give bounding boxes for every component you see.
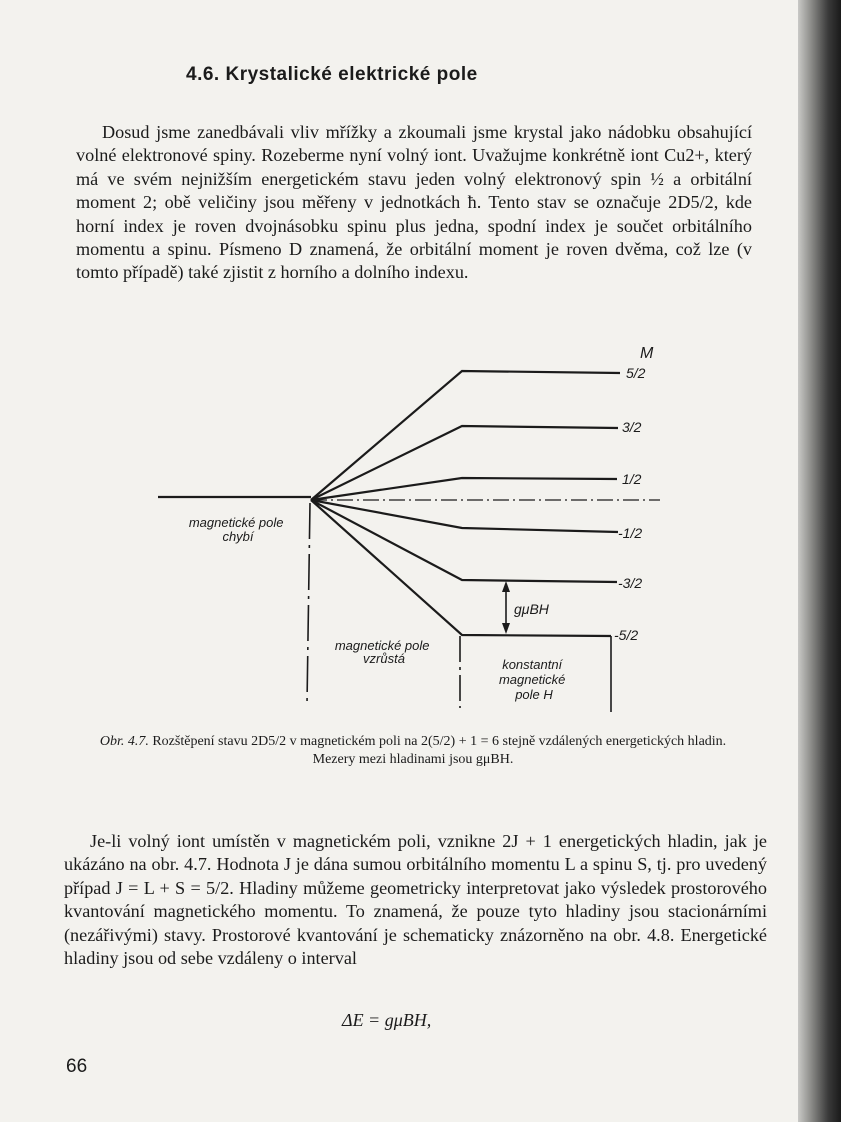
paragraph-2 [64,830,767,970]
gap-arrow-head-down [502,623,510,634]
page-number: 66 [66,1056,88,1077]
caption-text: Rozštěpení stavu 2D5/2 v magnetickém poli na 2(5/2) + 1 = 6 stejně vzdálených energetických hladin. [152,734,727,749]
boundary-zero-field [307,503,310,704]
section-heading: 4.6. Krystalické elektrické pole [186,64,478,85]
label-field-absent: magnetické pole chybí [188,515,284,544]
level-label-1-2: 1/2 [622,471,642,487]
level-line-minus-1-2 [311,500,618,532]
caption-line-1 [68,733,758,751]
gap-label: gμBH [514,601,549,617]
level-line-1-2 [311,478,617,500]
caption-prefix: Obr. 4.7. [99,734,149,749]
level-label-minus-5-2: -5/2 [614,627,639,643]
level-label-minus-1-2: -1/2 [618,525,643,541]
caption-line-2: Mezery mezi hladinami jsou gμBH. [312,751,514,767]
label-field-constant: konstantní magnetické pole H [498,657,566,702]
level-label-minus-3-2: -3/2 [618,575,643,591]
figure-caption [68,733,758,768]
paragraph-2-text: Je-li volný iont umístěn v magnetickém poli, vznikne 2J + 1 energetických hladin, jak je ukázáno na obr. 4.7. Hodnota J je dána sumou orbitálního momentu L a spinu S, tj. pro uvedený případ J = L + S = 5/2. Hladiny můžeme geometricky interpretovat jako výsledek prostorového kvantování magnetického momentu. To znamená, že pouze tyto hladiny jsou stacionárními (nezářivými) stavy. Prostorové kvantování je schematicky znázorněno na obr. 4.8. Energetické hladiny jsou od sebe vzdáleny o interval [64,831,767,969]
paragraph-1-text: Dosud jsme zanedbávali vliv mřížky a zkoumali jsme krystal jako nádobku obsahující volné elektronové spiny. Rozeberme nyní volný iont. Uvažujme konkrétně iont Cu2+, který má ve svém nejnižším energetickém stavu jeden volný elektronový spin ½ a orbitální moment 2; obě veličiny jsou měřeny v jednotkách ħ. Tento stav se označuje 2D5/2, kde horní index je roven dvojnásobku spinu plus jedna, spodní index je součet orbitálního momentu a spinu. Písmeno D znamená, že orbitální moment je roven dvěma, což lze (v tomto případě) také zjistit z horního a dolního indexu. [76,122,752,283]
formula-delta-e: ΔE = gμBH, [342,1010,432,1030]
gap-arrow-head-up [502,581,510,592]
label-field-growing: magnetické pole vzrůstá [334,638,430,666]
level-line-5-2 [311,371,620,500]
axis-label-m: M [640,345,654,362]
level-line-minus-5-2 [311,500,611,636]
level-label-5-2: 5/2 [626,365,646,381]
level-line-3-2 [311,426,618,500]
level-label-3-2: 3/2 [622,419,642,435]
